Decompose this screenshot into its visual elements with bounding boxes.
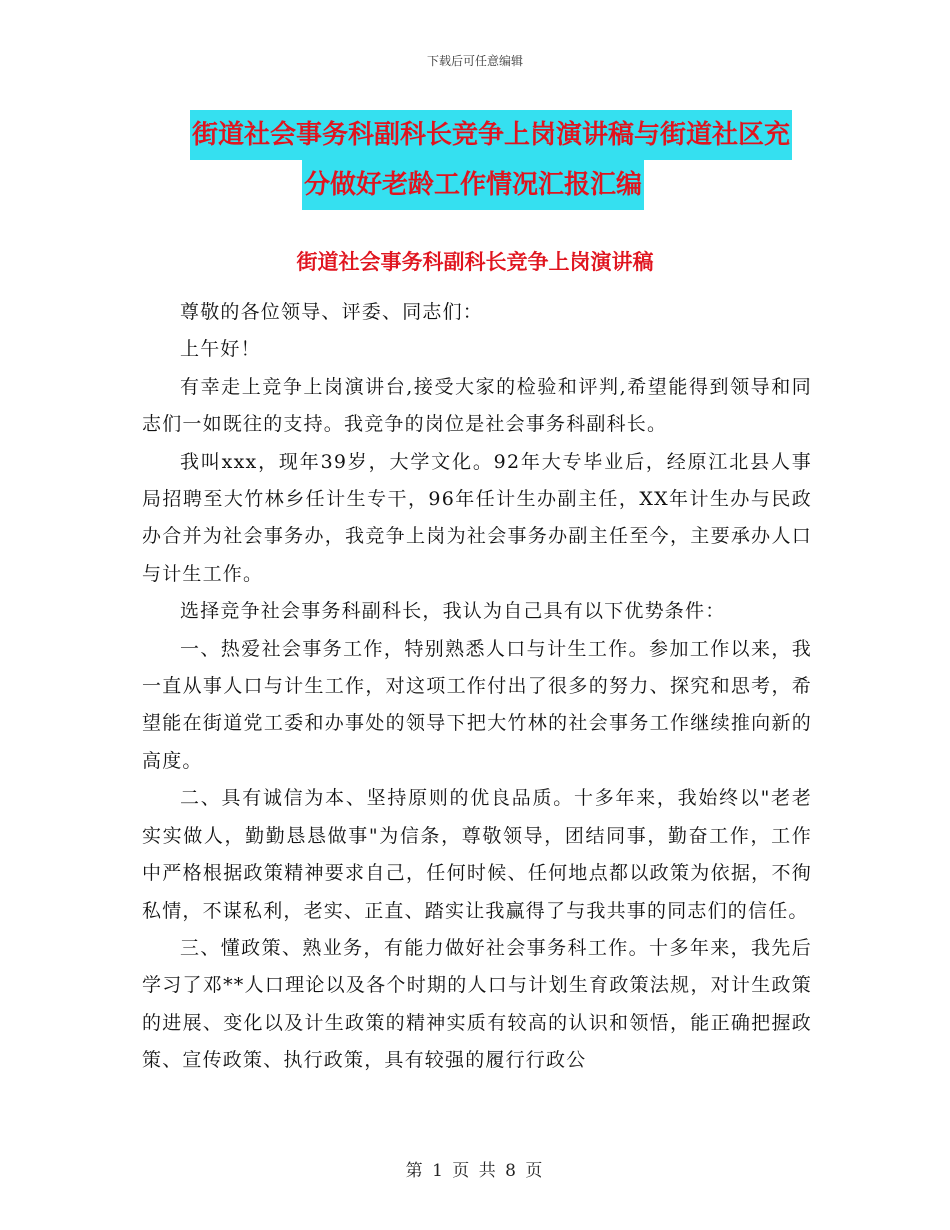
document-title-line-1: 街道社会事务科副科长竞争上岗演讲稿与街道社区充 [190,110,792,160]
body-paragraph: 有幸走上竞争上岗演讲台,接受大家的检验和评判,希望能得到领导和同志们一如既往的支持。我竞争的岗位是社会事务科副科长。 [142,375,812,436]
body-paragraph: 二、具有诚信为本、坚持原则的优良品质。十多年来，我始终以"老老实实做人，勤勤恳恳做事"为信条，尊敬领导，团结同事，勤奋工作，工作中严格根据政策精神要求自己，任何时候、任何地点都以政策为依据，不徇私情，不谋私利，老实、正直、踏实让我赢得了与我共事的同志们的信任。 [142,787,812,922]
document-title-line-2: 分做好老龄工作情况汇报汇编 [302,160,644,210]
body-paragraph: 一、热爱社会事务工作，特别熟悉人口与计生工作。参加工作以来，我一直从事人口与计生工作，对这项工作付出了很多的努力、探究和思考，希望能在街道党工委和办事处的领导下把大竹林的社会事务工作继续推向新的高度。 [142,637,812,772]
body-paragraph: 三、懂政策、熟业务，有能力做好社会事务科工作。十多年来，我先后学习了邓**人口理论以及各个时期的人口与计划生育政策法规，对计生政策的进展、变化以及计生政策的精神实质有较高的认识和领悟，能正确把握政策、宣传政策、执行政策，具有较强的履行行政公 [142,936,812,1072]
page-number: 第 1 页 共 8 页 [405,1161,545,1181]
section-title: 街道社会事务科副科长竞争上岗演讲稿 [296,250,654,274]
body-paragraph: 选择竞争社会事务科副科长，我认为自己具有以下优势条件： [180,600,726,623]
page-header-note: 下载后可任意编辑 [426,54,523,68]
greeting: 上午好！ [180,338,261,361]
body-paragraph: 我叫xxx，现年39岁，大学文化。92年大专毕业后，经原江北县人事局招聘至大竹林乡任计生专干，96年任计生办副主任，XX年计生办与民政办合并为社会事务办，我竞争上岗为社会事务办副主任至今，主要承办人口与计生工作。 [142,450,812,585]
document-body [142,294,812,1080]
document-title [190,110,820,210]
salutation: 尊敬的各位领导、评委、同志们： [180,301,484,323]
